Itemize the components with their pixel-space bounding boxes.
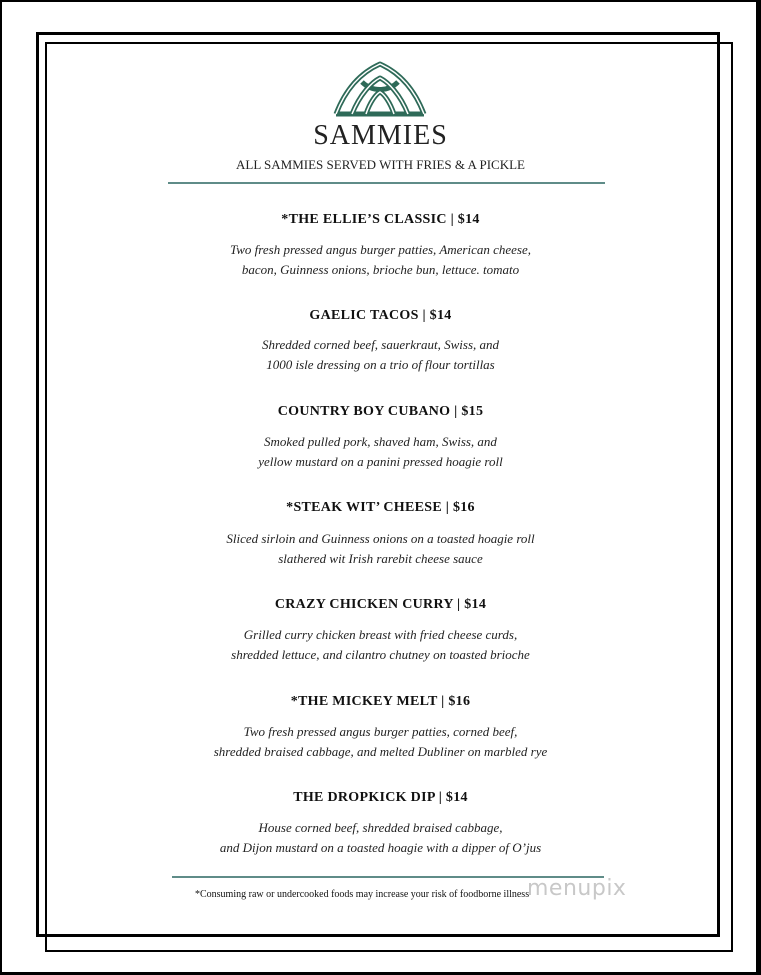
menu-item-description: bacon, Guinness onions, brioche bun, lettuce. tomato — [241, 262, 520, 277]
menu-item-name: CRAZY CHICKEN CURRY | $14 — [274, 597, 487, 612]
menu-item-description: Two fresh pressed angus burger patties, American cheese, — [229, 242, 531, 257]
menu-item-name: *THE MICKEY MELT | $16 — [290, 694, 471, 709]
menu-item-description: 1000 isle dressing on a trio of flour tortillas — [266, 357, 495, 372]
menu-item-description: and Dijon mustard on a toasted hoagie with a dipper of O’jus — [219, 840, 542, 855]
menu-item-name: GAELIC TACOS | $14 — [309, 308, 452, 323]
menu-item-description: Grilled curry chicken breast with fried cheese curds, — [243, 627, 518, 642]
celtic-knot-logo-icon — [332, 58, 428, 118]
menu-item-description: shredded braised cabbage, and melted Dubliner on marbled rye — [213, 744, 548, 759]
menu-item-description: yellow mustard on a panini pressed hoagie roll — [258, 454, 503, 469]
menu-item-description: Two fresh pressed angus burger patties, corned beef, — [243, 724, 518, 739]
menu-section-subtitle: ALL SAMMIES SERVED WITH FRIES & A PICKLE — [236, 157, 525, 172]
header-divider — [168, 182, 605, 184]
menu-item-name: COUNTRY BOY CUBANO | $15 — [277, 404, 484, 419]
menu-item-description: Shredded corned beef, sauerkraut, Swiss, and — [261, 337, 500, 352]
menu-item-description: slathered wit Irish rarebit cheese sauce — [278, 551, 483, 566]
menu-section-title: SAMMIES — [313, 120, 448, 151]
menu-item-description: Smoked pulled pork, shaved ham, Swiss, and — [264, 434, 497, 449]
menu-item-name: THE DROPKICK DIP | $14 — [293, 790, 468, 805]
watermark-logo: menupix — [527, 876, 627, 901]
menu-item-description: shredded lettuce, and cilantro chutney on toasted brioche — [231, 647, 530, 662]
menu-item-description: Sliced sirloin and Guinness onions on a toasted hoagie roll — [226, 531, 535, 546]
menu-item-description: House corned beef, shredded braised cabbage, — [258, 820, 503, 835]
menu-item-name: *STEAK WIT’ CHEESE | $16 — [286, 500, 475, 515]
menu-item-name: *THE ELLIE’S CLASSIC | $14 — [281, 212, 480, 227]
food-safety-disclaimer: *Consuming raw or undercooked foods may increase your risk of foodborne illness — [195, 889, 530, 900]
